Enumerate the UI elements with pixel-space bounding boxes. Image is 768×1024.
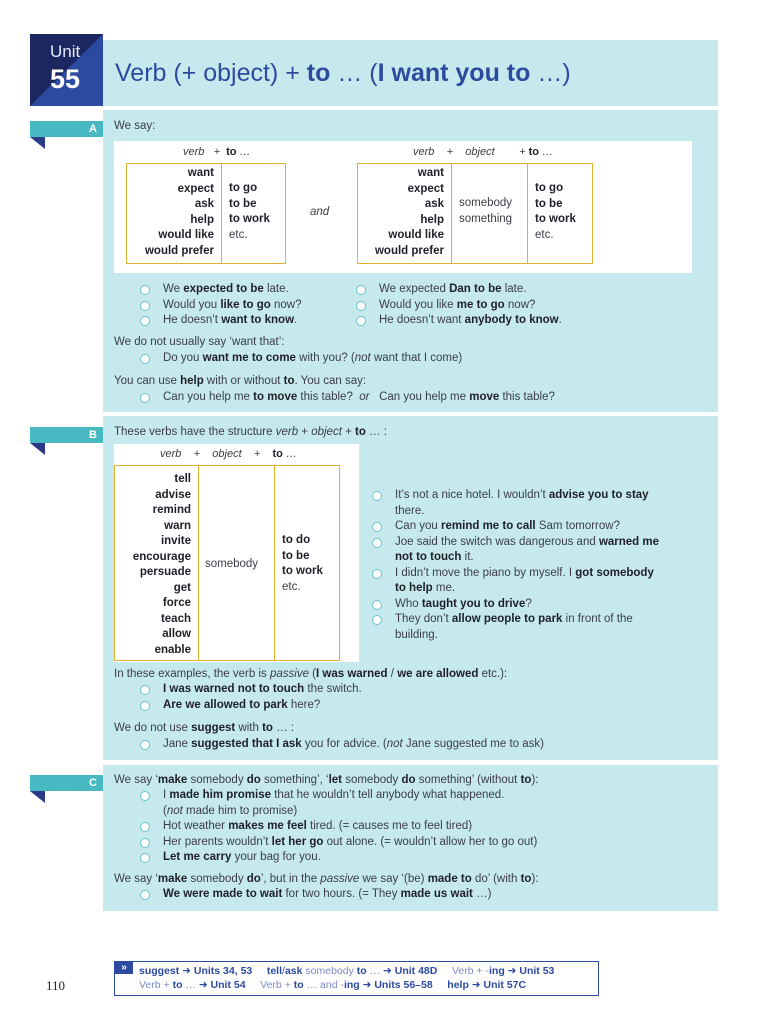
table-cell: etc. [282,580,301,593]
table-cell: to work [535,213,576,225]
example-bullet-icon [356,285,366,295]
table-cell: want [417,167,444,179]
example-item [140,850,700,866]
example-bullet-icon [140,701,150,711]
table-cell: help [190,213,214,226]
page-title: Verb (+ object) + to … (I want you to …) [115,59,571,87]
example-text: Are we allowed to park here? [163,698,321,711]
section-b-letter: B [89,429,97,441]
table2-to-forms [535,181,576,243]
table-cell: ask [424,198,444,210]
example-item [140,298,360,314]
section-b-tab [30,427,103,443]
example-text: there. [395,504,425,517]
example-bullet-icon [140,316,150,326]
example-text: Who taught you to drive? [395,597,532,610]
example-text: Hot weather makes me feel tired. (= causes me to feel tired) [163,820,473,832]
example-text: Joe said the switch was dangerous and warned me [395,535,660,548]
a-note-help: You can use help with or without to. You can say: [114,375,367,387]
table-cell: expect [407,182,444,195]
table-cell: to be [282,549,310,562]
example-text: We expected Dan to be late. [379,283,527,295]
example-item [372,488,702,519]
example-text: (not made him to promise) [163,804,298,817]
example-bullet-icon [140,301,150,311]
table-cell: expect [177,182,214,195]
example-item [140,887,700,903]
double-arrow-icon: » [115,962,133,974]
example-text: I made him promise that he wouldn’t tell anybody what happened. [163,789,505,801]
example-item [356,282,696,298]
example-text: Do you want me to come with you? (not want that I come) [163,352,463,364]
table-cell: tell [174,473,191,485]
section-a-intro: We say: [114,120,156,132]
c-passive-example [140,887,700,903]
table-cell: warn [164,519,191,532]
cross-reference-box [114,961,599,996]
example-text: We were made to wait for two hours. (= They made us wait …) [163,888,492,900]
example-text: Can you remind me to call Sam tomorrow? [395,520,620,532]
section-c-tab [30,775,103,791]
c-examples [140,788,700,866]
section-a-letter: A [89,123,97,135]
table-cell: to go [229,182,258,194]
table2-divider-1 [451,163,452,264]
example-text: not to touch it. [395,551,474,563]
a-examples-right [356,282,696,329]
example-bullet-icon [140,393,150,403]
example-bullet-icon [140,285,150,295]
example-item [140,390,700,406]
example-item [140,682,680,698]
example-bullet-icon [140,685,150,695]
table-cell: to be [535,197,563,210]
c-passive-note: We say ‘make somebody do’, but in the passive we say ‘(be) made to do’ (with to): [114,873,539,885]
table-cell: somebody [459,197,513,209]
table3-divider-1 [198,465,199,661]
example-text: Would you like to go now? [163,298,302,311]
example-item [140,737,680,753]
example-item [356,298,696,314]
example-text: Would you like me to go now? [379,298,536,311]
example-item [372,519,702,535]
table-cell: teach [160,612,191,625]
example-bullet-icon [140,354,150,364]
example-text: to help me. [395,582,456,594]
table-cell: would prefer [144,244,214,257]
table3-to-forms [282,533,323,595]
example-bullet-icon [140,838,150,848]
table-cell: to work [229,213,270,225]
example-bullet-icon [372,600,382,610]
example-text: It’s not a nice hotel. I wouldn’t advise you to stay [395,489,649,501]
example-item [140,788,700,819]
example-bullet-icon [356,301,366,311]
example-text: Her parents wouldn’t let her go out alone. (= wouldn’t allow her to go out) [163,835,538,848]
example-bullet-icon [372,615,382,625]
example-item [140,351,680,367]
b-examples [372,488,702,643]
example-bullet-icon [372,538,382,548]
table2-objects [459,196,512,227]
example-bullet-icon [356,316,366,326]
section-c-intro: We say ‘make somebody do something’, ‘let somebody do something’ (without to): [114,774,539,786]
example-text: We expected to be late. [163,283,289,295]
table-cell: help [420,213,444,226]
example-item [140,819,700,835]
table-cell: etc. [229,228,248,241]
example-item [140,835,700,851]
table-cell: ask [194,198,214,210]
example-item [372,535,702,566]
example-text: He doesn’t want to know. [163,314,298,326]
example-text: I didn’t move the piano by myself. I got somebody [395,566,654,579]
example-bullet-icon [372,491,382,501]
table3-object: somebody [205,558,259,570]
table-cell: would prefer [374,244,444,257]
example-bullet-icon [372,569,382,579]
table-cell: to go [535,182,564,194]
table3-verbs [114,472,191,658]
table-cell: enable [154,643,191,656]
example-item [372,612,702,643]
example-text: Jane suggested that I ask you for advice. (not Jane suggested me to ask) [163,738,544,750]
table-cell: remind [152,504,191,516]
table-cell: something [459,212,513,225]
table-cell: invite [160,535,191,547]
cross-reference-line-2[interactable]: Verb + to … ➜ Unit 54 Verb + to … and -ing ➜ Units 56–58 help ➜ Unit 57C [139,979,527,991]
example-bullet-icon [140,791,150,801]
table2-verbs [357,166,444,259]
table-cell: get [173,581,191,594]
table-cell: etc. [535,228,554,241]
table2-divider-2 [527,163,528,264]
section-a-tab [30,121,103,137]
table1-header: verb + to … [183,146,251,158]
table-cell: would like [158,229,214,241]
table-cell: to do [282,534,311,546]
unit-number: 55 [50,64,81,94]
example-bullet-icon [140,740,150,750]
cross-reference-line-1[interactable]: suggest ➜ Units 34, 53 tell/ask somebody to … ➜ Unit 48D Verb + -ing ➜ Unit 53 [139,965,555,977]
table-cell: force [162,597,191,609]
table-cell: to work [282,565,323,577]
table3-header: verb + object + to … [160,448,297,460]
example-text: They don’t allow people to park in front of the [395,613,633,625]
example-item [140,698,680,714]
example-item [140,282,360,298]
example-text: Can you help me to move this table? or Can you help me move this table? [163,391,555,403]
table1-divider [221,163,222,264]
table1-to-forms [229,181,270,243]
section-c-letter: C [89,777,97,789]
a-note-help-example [140,390,700,406]
table1-verbs [126,166,214,259]
table-cell: encourage [132,550,191,563]
title-bar [103,40,718,106]
example-item [372,597,702,613]
page-number: 110 [46,978,66,993]
table-cell: advise [155,488,191,501]
b-passive-note: In these examples, the verb is passive (I was warned / we are allowed etc.): [114,668,508,680]
table-cell: want [187,167,214,179]
example-bullet-icon [140,822,150,832]
b-suggest-note: We do not use suggest with to … : [114,722,295,734]
table2-header: verb + object + to … [413,146,554,158]
example-item [356,313,696,329]
example-item [372,566,702,597]
a-examples-left [140,282,360,329]
and-label: and [310,206,330,218]
unit-label: Unit [50,42,81,61]
example-bullet-icon [372,522,382,532]
table-cell: persuade [139,566,191,578]
example-item [140,313,360,329]
example-text: He doesn’t want anybody to know. [379,314,562,326]
b-suggest-example [140,737,680,753]
example-bullet-icon [140,853,150,863]
example-text: I was warned not to touch the switch. [163,683,362,695]
example-text: Let me carry your bag for you. [163,851,321,863]
table3-divider-2 [274,465,275,661]
example-text: building. [395,628,438,641]
a-note-want-that-example [140,351,680,367]
table-cell: allow [162,628,191,640]
unit-badge [30,34,103,106]
section-b-intro: These verbs have the structure verb + object + to … : [114,426,387,438]
table-cell: to be [229,197,257,210]
example-bullet-icon [140,890,150,900]
table-cell: would like [388,229,444,241]
a-note-want-that: We do not usually say ‘want that’: [114,336,285,348]
b-passive-examples [140,682,680,713]
